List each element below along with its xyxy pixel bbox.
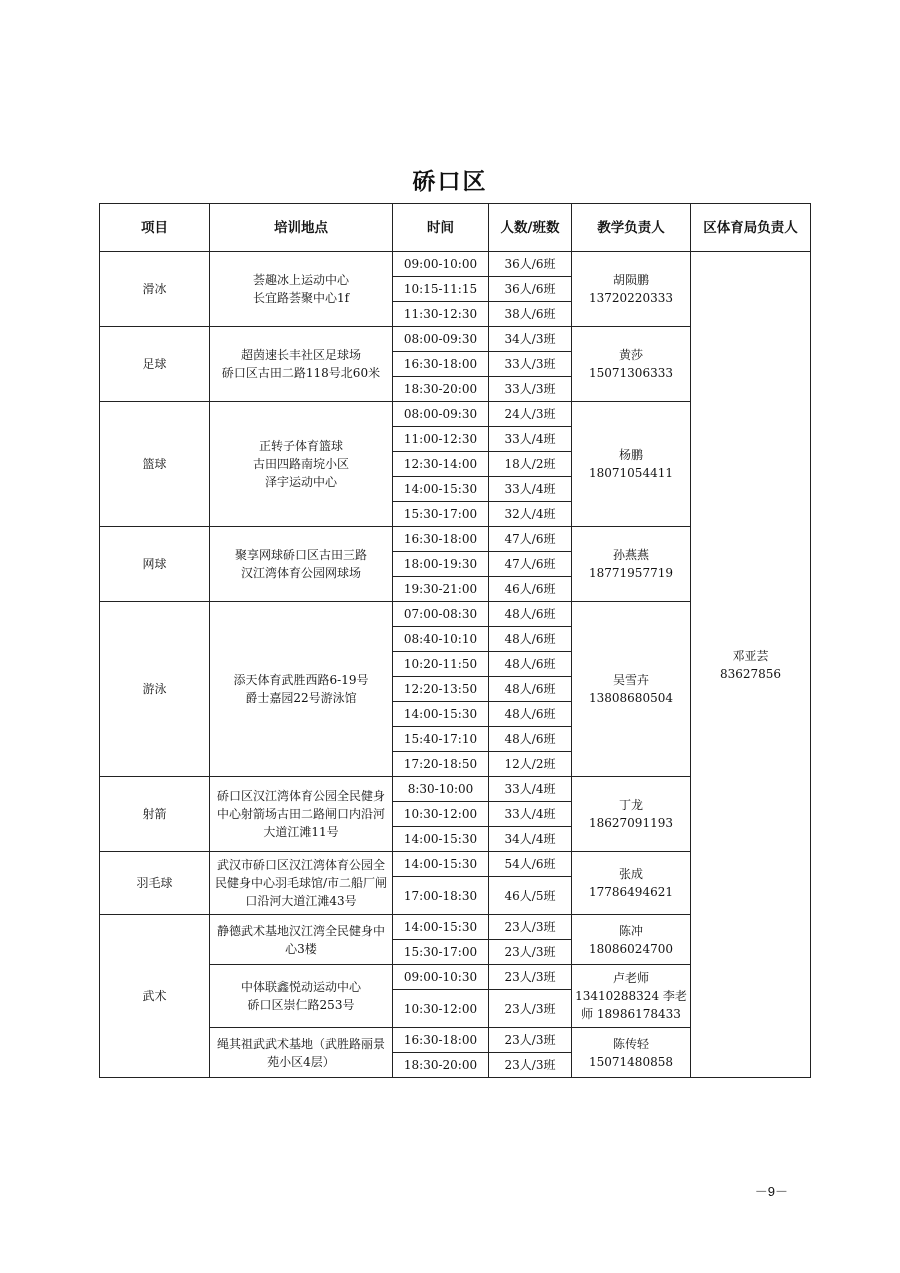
coach-contact: 胡陨鹏 13720220333 <box>572 252 691 327</box>
session-count: 32人/4班 <box>489 502 572 527</box>
session-count: 33人/4班 <box>489 802 572 827</box>
session-count: 46人/5班 <box>489 877 572 915</box>
session-time: 07:00-08:30 <box>393 602 489 627</box>
session-time: 15:30-17:00 <box>393 940 489 965</box>
session-time: 12:20-13:50 <box>393 677 489 702</box>
session-time: 18:30-20:00 <box>393 377 489 402</box>
sport-name: 足球 <box>100 327 210 402</box>
session-count: 54人/6班 <box>489 852 572 877</box>
session-count: 23人/3班 <box>489 1028 572 1053</box>
session-count: 48人/6班 <box>489 602 572 627</box>
session-count: 47人/6班 <box>489 552 572 577</box>
session-count: 24人/3班 <box>489 402 572 427</box>
coach-contact: 张成 17786494621 <box>572 852 691 915</box>
session-count: 23人/3班 <box>489 1053 572 1078</box>
page-number: －9－ <box>754 1184 788 1199</box>
session-count: 48人/6班 <box>489 677 572 702</box>
training-location: 硚口区汉江湾体育公园全民健身中心射箭场古田二路闸口内沿河大道江滩11号 <box>210 777 393 852</box>
sport-name: 滑冰 <box>100 252 210 327</box>
session-count: 34人/3班 <box>489 327 572 352</box>
session-time: 16:30-18:00 <box>393 527 489 552</box>
coach-contact: 孙燕燕 18771957719 <box>572 527 691 602</box>
session-count: 33人/3班 <box>489 352 572 377</box>
session-time: 16:30-18:00 <box>393 1028 489 1053</box>
session-count: 34人/4班 <box>489 827 572 852</box>
session-time: 09:00-10:00 <box>393 252 489 277</box>
session-count: 48人/6班 <box>489 652 572 677</box>
coach-contact: 杨鹏 18071054411 <box>572 402 691 527</box>
page-title: 硚口区 <box>412 168 488 195</box>
session-count: 23人/3班 <box>489 965 572 990</box>
session-time: 15:40-17:10 <box>393 727 489 752</box>
session-count: 33人/4班 <box>489 477 572 502</box>
sport-name: 武术 <box>100 915 210 1078</box>
session-count: 48人/6班 <box>489 702 572 727</box>
table-row <box>100 252 811 277</box>
coach-contact: 陈冲 18086024700 <box>572 915 691 965</box>
sport-name: 游泳 <box>100 602 210 777</box>
session-count: 36人/6班 <box>489 277 572 302</box>
coach-contact: 黄莎 15071306333 <box>572 327 691 402</box>
schedule-table <box>99 203 811 1078</box>
training-location: 超茵速长丰社区足球场 硚口区古田二路118号北60米 <box>210 327 393 402</box>
training-location: 中体联鑫悦动运动中心 硚口区崇仁路253号 <box>210 965 393 1028</box>
coach-contact: 吴雪卉 13808680504 <box>572 602 691 777</box>
header-coach: 教学负责人 <box>572 204 691 252</box>
session-time: 11:00-12:30 <box>393 427 489 452</box>
session-time: 14:00-15:30 <box>393 852 489 877</box>
session-time: 18:00-19:30 <box>393 552 489 577</box>
coach-contact: 卢老师 13410288324 李老师 18986178433 <box>572 965 691 1028</box>
session-count: 36人/6班 <box>489 252 572 277</box>
session-time: 11:30-12:30 <box>393 302 489 327</box>
session-count: 48人/6班 <box>489 727 572 752</box>
header-sport: 项目 <box>100 204 210 252</box>
training-location: 添天体育武胜西路6-19号 爵士嘉园22号游泳馆 <box>210 602 393 777</box>
session-time: 10:15-11:15 <box>393 277 489 302</box>
header-row <box>100 204 811 252</box>
training-location: 静德武术基地汉江湾全民健身中心3楼 <box>210 915 393 965</box>
session-time: 14:00-15:30 <box>393 477 489 502</box>
session-time: 08:40-10:10 <box>393 627 489 652</box>
session-time: 10:20-11:50 <box>393 652 489 677</box>
session-time: 09:00-10:30 <box>393 965 489 990</box>
session-count: 33人/4班 <box>489 777 572 802</box>
sport-name: 网球 <box>100 527 210 602</box>
training-location: 正转子体育篮球 古田四路南垸小区 泽宇运动中心 <box>210 402 393 527</box>
session-count: 12人/2班 <box>489 752 572 777</box>
session-count: 18人/2班 <box>489 452 572 477</box>
training-location: 荟趣冰上运动中心 长宜路荟聚中心1f <box>210 252 393 327</box>
session-count: 48人/6班 <box>489 627 572 652</box>
session-time: 15:30-17:00 <box>393 502 489 527</box>
session-time: 8:30-10:00 <box>393 777 489 802</box>
session-count: 23人/3班 <box>489 915 572 940</box>
session-time: 08:00-09:30 <box>393 402 489 427</box>
session-count: 33人/3班 <box>489 377 572 402</box>
session-time: 14:00-15:30 <box>393 915 489 940</box>
session-count: 23人/3班 <box>489 940 572 965</box>
training-location: 绳其祖武武术基地（武胜路丽景苑小区4层） <box>210 1028 393 1078</box>
header-count: 人数/班数 <box>489 204 572 252</box>
session-time: 12:30-14:00 <box>393 452 489 477</box>
session-count: 46人/6班 <box>489 577 572 602</box>
district-contact: 邓亚芸 83627856 <box>691 252 811 1078</box>
session-time: 17:00-18:30 <box>393 877 489 915</box>
session-count: 23人/3班 <box>489 990 572 1028</box>
session-time: 08:00-09:30 <box>393 327 489 352</box>
session-time: 18:30-20:00 <box>393 1053 489 1078</box>
coach-contact: 丁龙 18627091193 <box>572 777 691 852</box>
session-time: 17:20-18:50 <box>393 752 489 777</box>
training-location: 聚享网球硚口区古田三路 汉江湾体育公园网球场 <box>210 527 393 602</box>
table-body <box>100 252 811 1078</box>
coach-contact: 陈传轻 15071480858 <box>572 1028 691 1078</box>
sport-name: 羽毛球 <box>100 852 210 915</box>
training-location: 武汉市硚口区汉江湾体育公园全民健身中心羽毛球馆/市二船厂闸口沿河大道江滩43号 <box>210 852 393 915</box>
session-time: 16:30-18:00 <box>393 352 489 377</box>
header-time: 时间 <box>393 204 489 252</box>
session-time: 19:30-21:00 <box>393 577 489 602</box>
session-time: 10:30-12:00 <box>393 990 489 1028</box>
session-count: 33人/4班 <box>489 427 572 452</box>
session-time: 10:30-12:00 <box>393 802 489 827</box>
session-count: 47人/6班 <box>489 527 572 552</box>
header-location: 培训地点 <box>210 204 393 252</box>
sport-name: 射箭 <box>100 777 210 852</box>
session-time: 14:00-15:30 <box>393 702 489 727</box>
sport-name: 篮球 <box>100 402 210 527</box>
header-district-contact: 区体育局负责人 <box>691 204 811 252</box>
session-count: 38人/6班 <box>489 302 572 327</box>
session-time: 14:00-15:30 <box>393 827 489 852</box>
